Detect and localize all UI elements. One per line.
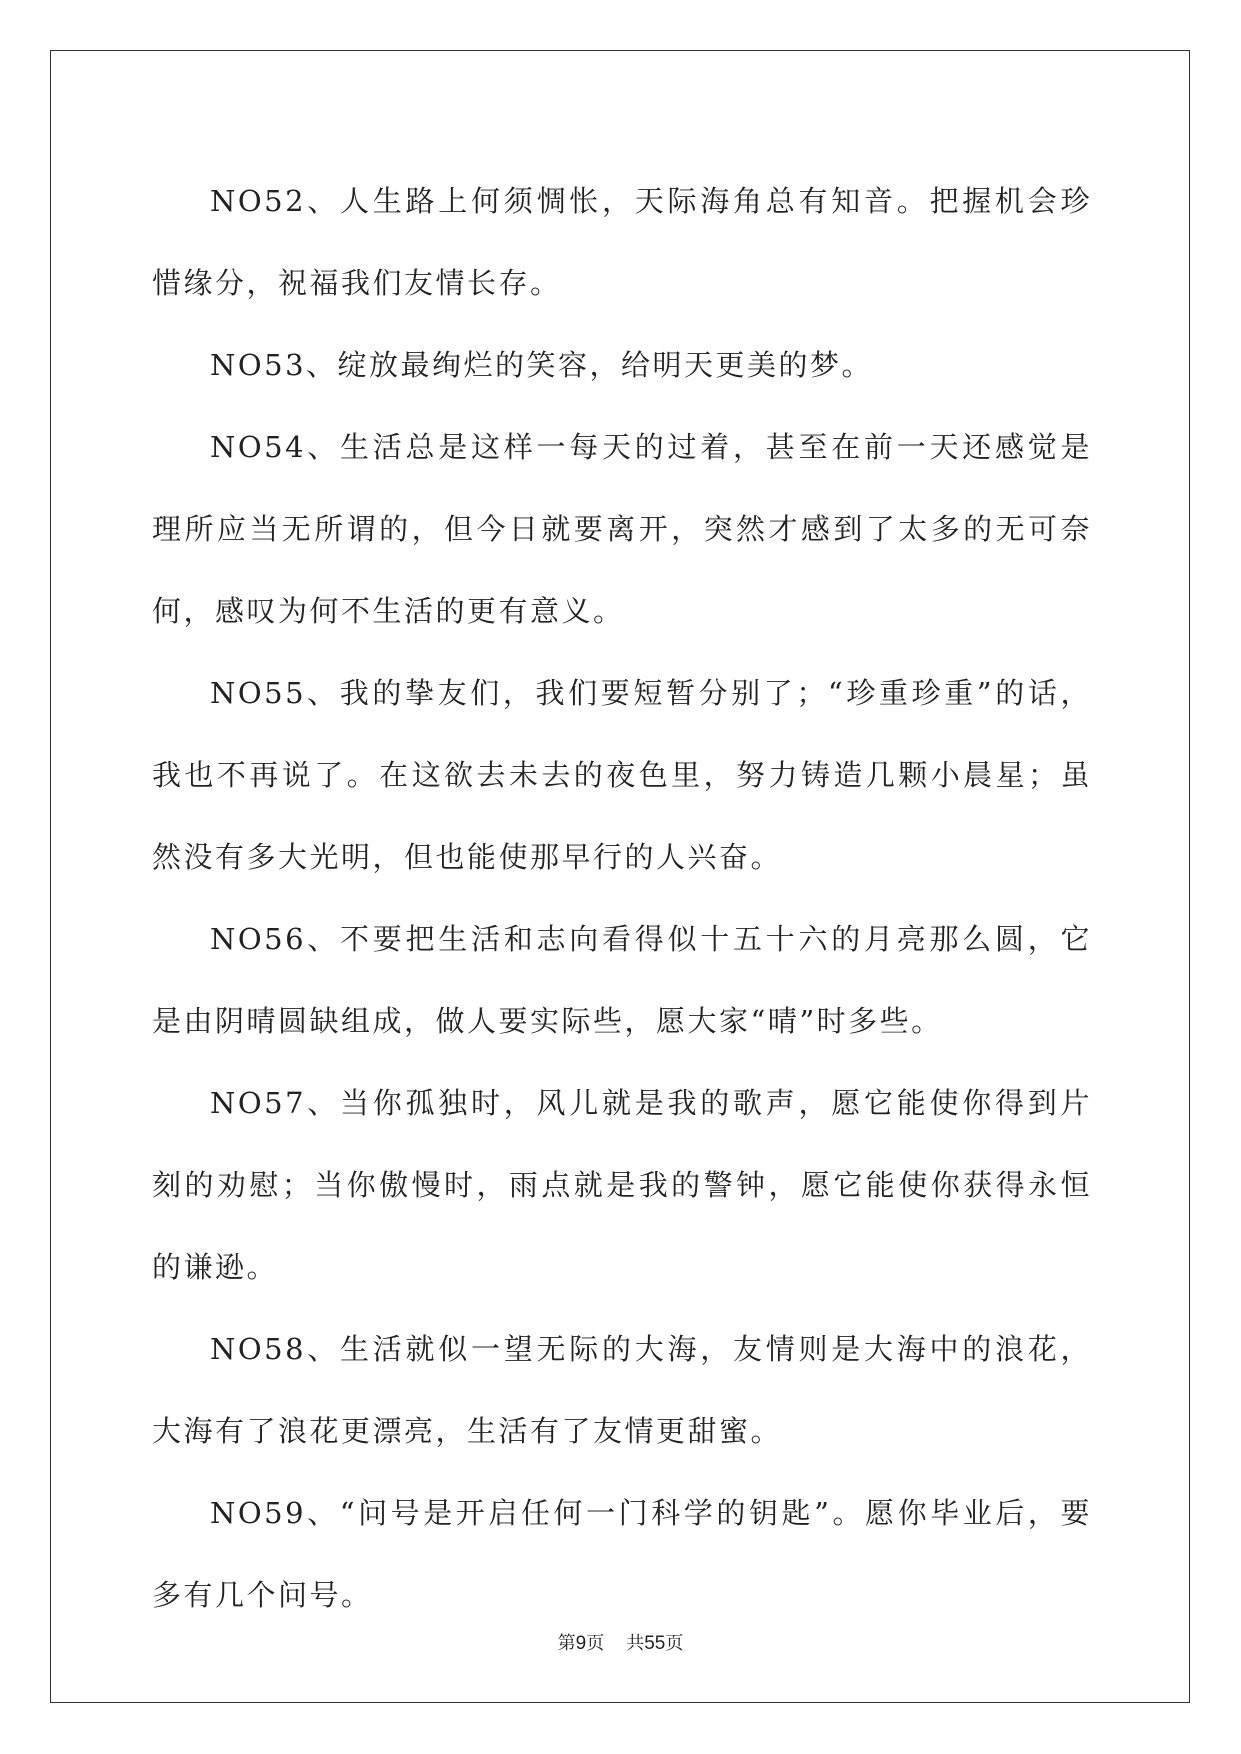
paragraph-no57: NO57、当你孤独时，风儿就是我的歌声，愿它能使你得到片刻的劝慰；当你傲慢时，雨点就是我的警钟，愿它能使你获得永恒的谦逊。 bbox=[152, 1086, 1092, 1284]
paragraph-no56: NO56、不要把生活和志向看得似十五十六的月亮那么圆，它是由阴晴圆缺组成，做人要实际些，愿大家“晴”时多些。 bbox=[152, 922, 1092, 1038]
paragraph-no53: NO53、绽放最绚烂的笑容，给明天更美的梦。 bbox=[210, 348, 874, 382]
paragraph-no58: NO58、生活就似一望无际的大海，友情则是大海中的浪花，大海有了浪花更漂亮，生活有了友情更甜蜜。 bbox=[152, 1332, 1092, 1448]
paragraph-no59: NO59、“问号是开启任何一门科学的钥匙”。愿你毕业后，要多有几个问号。 bbox=[152, 1496, 1092, 1612]
document-body bbox=[152, 160, 1092, 1636]
page-footer bbox=[0, 1629, 1241, 1655]
footer-total-suffix: 页 bbox=[665, 1633, 684, 1654]
footer-total-prefix: 共 bbox=[626, 1633, 645, 1654]
paragraph-no55: NO55、我的挚友们，我们要短暂分别了；“珍重珍重”的话，我也不再说了。在这欲去未去的夜色里，努力铸造几颗小晨星；虽然没有多大光明，但也能使那早行的人兴奋。 bbox=[152, 676, 1092, 874]
footer-prefix: 第 bbox=[557, 1633, 576, 1654]
footer-page-suffix: 页 bbox=[586, 1633, 605, 1654]
current-page-number: 9 bbox=[575, 1633, 587, 1654]
paragraph-no52: NO52、人生路上何须惆怅，天际海角总有知音。把握机会珍惜缘分，祝福我们友情长存。 bbox=[152, 184, 1092, 300]
total-page-count: 55 bbox=[644, 1633, 666, 1654]
paragraph-no54: NO54、生活总是这样一每天的过着，甚至在前一天还感觉是理所应当无所谓的，但今日就要离开，突然才感到了太多的无可奈何，感叹为何不生活的更有意义。 bbox=[152, 430, 1092, 628]
